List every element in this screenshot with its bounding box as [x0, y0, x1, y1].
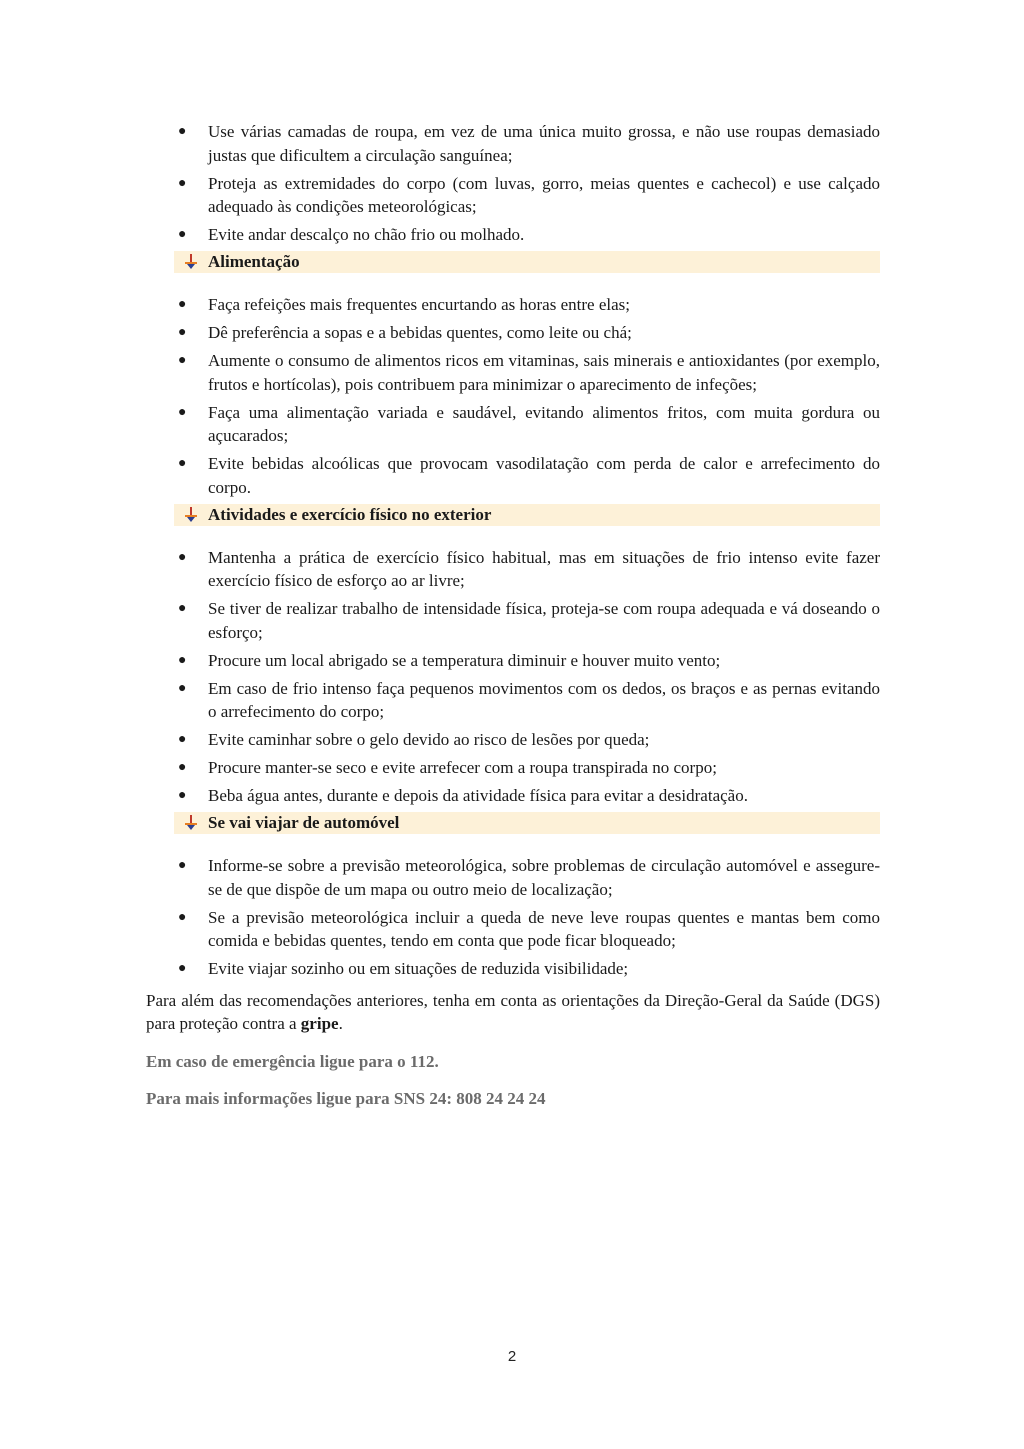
bullet-icon: ●: [178, 297, 187, 312]
section-bullet-list: [146, 854, 880, 981]
bullet-icon: ●: [178, 325, 187, 340]
section-bullet-list: [146, 293, 880, 499]
list-item: ● Faça uma alimentação variada e saudável, evitando alimentos fritos, com muita gordura ou açucarados;: [178, 402, 880, 445]
bullet-icon: ●: [178, 858, 187, 873]
list-item: ● Use várias camadas de roupa, em vez de uma única muito grossa, e não use roupas demasiado justas que dificultem a circulação sanguínea;: [178, 122, 880, 165]
section-heading-alimentacao: Alimentação: [174, 251, 880, 273]
list-item: ● Evite bebidas alcoólicas que provocam vasodilatação com perda de calor e arrefecimento do corpo.: [178, 454, 880, 497]
list-item: ● Evite caminhar sobre o gelo devido ao risco de lesões por queda;: [146, 728, 880, 752]
bullet-icon: ●: [178, 124, 187, 139]
list-item: ● Procure um local abrigado se a temperatura diminuir e houver muito vento;: [146, 649, 880, 673]
gripe-keyword: gripe: [300, 1014, 339, 1033]
section-heading-atividades: Atividades e exercício físico no exterior: [174, 504, 880, 526]
bullet-icon: ●: [178, 652, 187, 668]
list-item: ● Dê preferência a sopas e a bebidas quentes, como leite ou chá;: [146, 321, 880, 345]
bullet-icon: ●: [178, 353, 187, 368]
list-item: ● Evite andar descalço no chão frio ou molhado.: [146, 223, 880, 247]
bullet-icon: ●: [178, 680, 187, 696]
bullet-icon: ●: [178, 601, 187, 616]
list-item: ● Se a previsão meteorológica incluir a queda de neve leve roupas quentes e mantas bem como comida e bebidas quentes, tendo em conta que pode ficar bloqueado;: [178, 907, 880, 950]
list-item: ● Aumente o consumo de alimentos ricos em vitaminas, sais minerais e antioxidantes (por exemplo, frutos e hortícolas), pois contribuem para minimizar o aparecimento de infeções;: [178, 351, 880, 394]
bullet-icon: ●: [178, 961, 187, 976]
intro-bullet-list: [146, 120, 880, 247]
closing-note: Para além das recomendações anteriores, tenha em conta as orientações da Direção-Geral da Saúde (DGS) para proteção contra a gripe.: [146, 990, 880, 1033]
arrow-bullet-icon: [174, 507, 208, 523]
list-item: ● Se tiver de realizar trabalho de intensidade física, proteja-se com roupa adequada e vá doseando o esforço;: [178, 599, 880, 642]
bullet-icon: ●: [178, 456, 187, 471]
list-item: ● Informe-se sobre a previsão meteorológica, sobre problemas de circulação automóvel e assegure-se de que dispõe de um mapa ou outro meio de localização;: [178, 856, 880, 899]
page-content: [146, 120, 880, 1110]
emergency-line: Em caso de emergência ligue para o 112.: [146, 1051, 439, 1071]
arrow-bullet-icon: [174, 254, 208, 270]
arrow-bullet-icon: [174, 815, 208, 831]
info-line: Para mais informações ligue para SNS 24: 808 24 24 24: [146, 1088, 546, 1108]
list-item: ● Mantenha a prática de exercício físico habitual, mas em situações de frio intenso evite fazer exercício físico de esforço ao ar livre;: [178, 547, 880, 590]
list-item: ● Proteja as extremidades do corpo (com luvas, gorro, meias quentes e cachecol) e use calçado adequado às condições meteorológicas;: [178, 173, 880, 216]
bullet-icon: ●: [178, 732, 187, 747]
section-heading-viajar: Se vai viajar de automóvel: [174, 812, 880, 834]
list-item: ● Faça refeições mais frequentes encurtando as horas entre elas;: [146, 293, 880, 317]
bullet-icon: ●: [178, 549, 187, 565]
bullet-icon: ●: [178, 404, 187, 420]
bullet-icon: ●: [178, 788, 187, 803]
bullet-icon: ●: [178, 227, 187, 242]
list-item: ● Evite viajar sozinho ou em situações de reduzida visibilidade;: [146, 957, 880, 981]
bullet-icon: ●: [178, 909, 187, 925]
list-item: ● Em caso de frio intenso faça pequenos movimentos com os dedos, os braços e as pernas evitando o arrefecimento do corpo;: [178, 678, 880, 721]
bullet-icon: ●: [178, 760, 187, 775]
section-bullet-list: [146, 546, 880, 808]
bullet-icon: ●: [178, 175, 187, 191]
list-item: ● Beba água antes, durante e depois da atividade física para evitar a desidratação.: [146, 784, 880, 808]
list-item: ● Procure manter-se seco e evite arrefecer com a roupa transpirada no corpo;: [146, 756, 880, 780]
page-number: 2: [507, 1348, 517, 1365]
